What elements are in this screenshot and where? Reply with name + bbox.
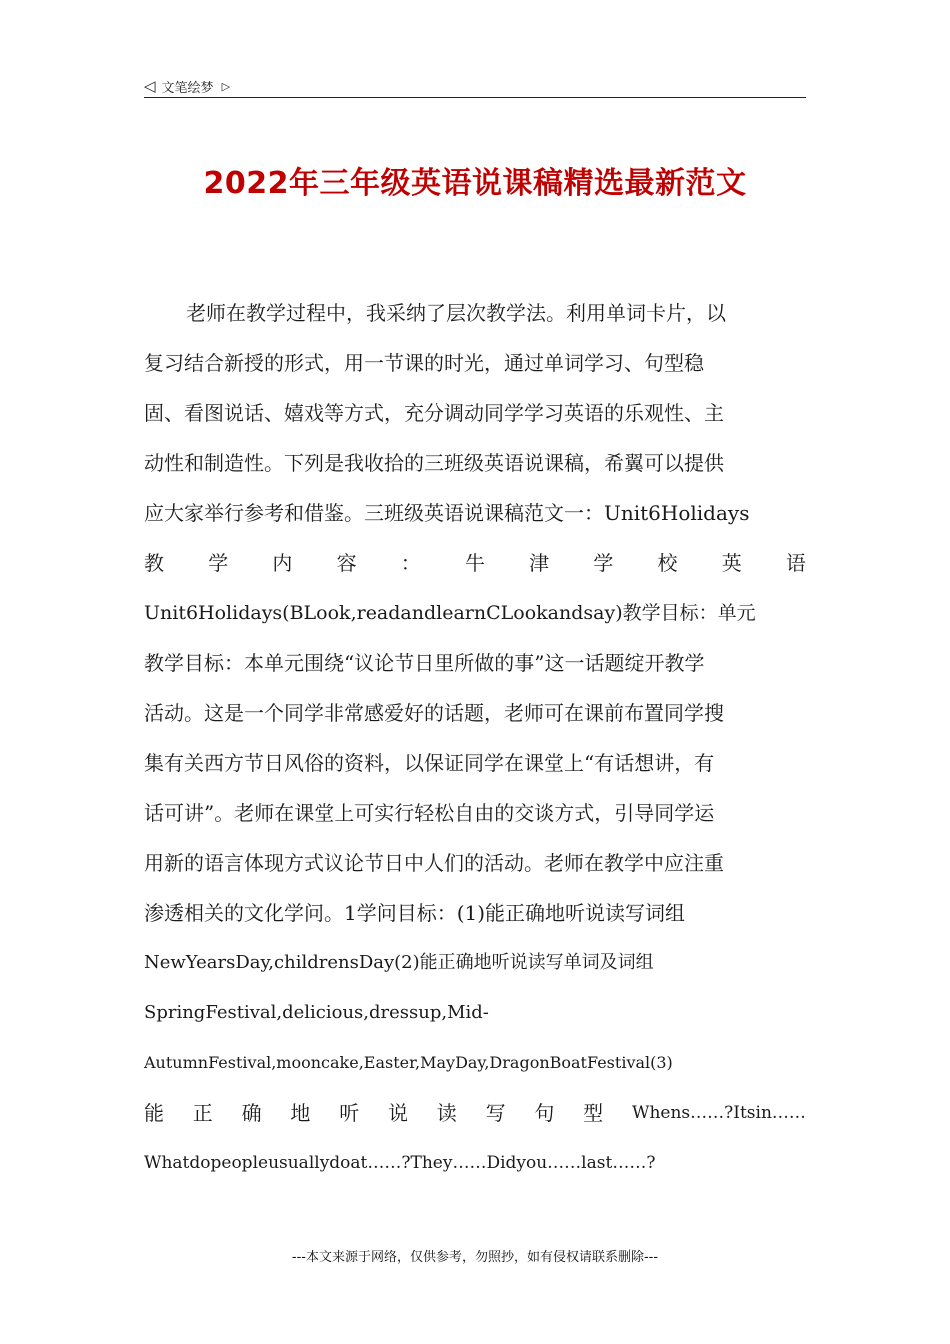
- text-char: 听: [339, 1101, 360, 1125]
- text-char: 地: [290, 1101, 311, 1125]
- text-char: 学: [593, 551, 614, 575]
- brand-name: 文笔绘梦: [161, 80, 214, 96]
- triangle-left-icon: ◁: [144, 76, 156, 95]
- document-body: [144, 288, 806, 1188]
- text-line: [144, 488, 806, 538]
- triangle-right-icon: ▷: [221, 79, 231, 93]
- text-line: 话可讲”。老师在课堂上可实行轻松自由的交谈方式，引导同学运: [144, 801, 715, 825]
- text-char: 型: [583, 1101, 604, 1125]
- document-title: 2022年三年级英语说课稿精选最新范文: [203, 166, 747, 201]
- text-line-justified: [144, 538, 806, 588]
- text-line: 集有关西方节日风俗的资料，以保证同学在课堂上“有话想讲，有: [144, 751, 715, 775]
- text-char: 说: [387, 1101, 408, 1125]
- text-char: 英: [721, 551, 742, 575]
- text-line: Whatdopeopleusuallydoat……?They……Didyou……last……?: [144, 1153, 656, 1173]
- text-line: 复习结合新授的形式，用一节课的时光，通过单词学习、句型稳: [144, 351, 704, 375]
- text-line: 用新的语言体现方式议论节日中人们的活动。老师在教学中应注重: [144, 851, 724, 875]
- text-char: 牛: [464, 551, 485, 575]
- text-char: 读: [436, 1101, 457, 1125]
- text-line: Unit6Holidays(BLook,readandlearnCLookandsay)教学目标：单元: [144, 602, 756, 624]
- text-line-justified: [144, 1088, 806, 1138]
- text-line: NewYearsDay,childrensDay(2)能正确地听说读写单词及词组: [144, 952, 654, 973]
- text-char: 津: [529, 551, 550, 575]
- text-char: 容: [336, 551, 357, 575]
- text-char: 语: [785, 551, 806, 575]
- text-line: 动性和制造性。下列是我收拾的三班级英语说课稿，希翼可以提供: [144, 451, 724, 475]
- text-char: 句: [534, 1101, 555, 1125]
- text-char: 写: [485, 1101, 506, 1125]
- text-segment: Whens……?Itsin……: [631, 1103, 806, 1123]
- text-line: AutumnFestival,mooncake,Easter,MayDay,DragonBoatFestival(3): [144, 1053, 673, 1072]
- text-char: 教: [144, 551, 164, 575]
- text-char: 能: [144, 1101, 164, 1125]
- header-divider: [144, 97, 806, 98]
- text-char: ：: [400, 551, 421, 575]
- text-line: 老师在教学过程中，我采纳了层次教学法。利用单词卡片，以: [186, 301, 726, 325]
- text-char: 内: [272, 551, 293, 575]
- text-line: 固、看图说话、嬉戏等方式，充分调动同学学习英语的乐观性、主: [144, 401, 724, 425]
- text-line: 教学目标：本单元围绕“议论节日里所做的事”这一话题绽开教学: [144, 651, 705, 675]
- text-line: SpringFestival,delicious,dressup,Mid-: [144, 1002, 489, 1023]
- text-segment: 应大家举行参考和借鉴。三班级英语说课稿范文一：Unit6Holidays: [144, 501, 750, 525]
- page-footer: ---本文来源于网络，仅供参考，勿照抄，如有侵权请联系删除---: [291, 1250, 659, 1265]
- text-char: 校: [657, 551, 678, 575]
- text-char: 正: [192, 1101, 213, 1125]
- text-line: 活动。这是一个同学非常感爱好的话题，老师可在课前布置同学搜: [144, 701, 724, 725]
- page-header: [144, 74, 806, 98]
- text-char: 学: [208, 551, 229, 575]
- text-char: 确: [241, 1101, 262, 1125]
- text-line: 渗透相关的文化学问。1学问目标：(1)能正确地听说读写词组: [144, 901, 686, 925]
